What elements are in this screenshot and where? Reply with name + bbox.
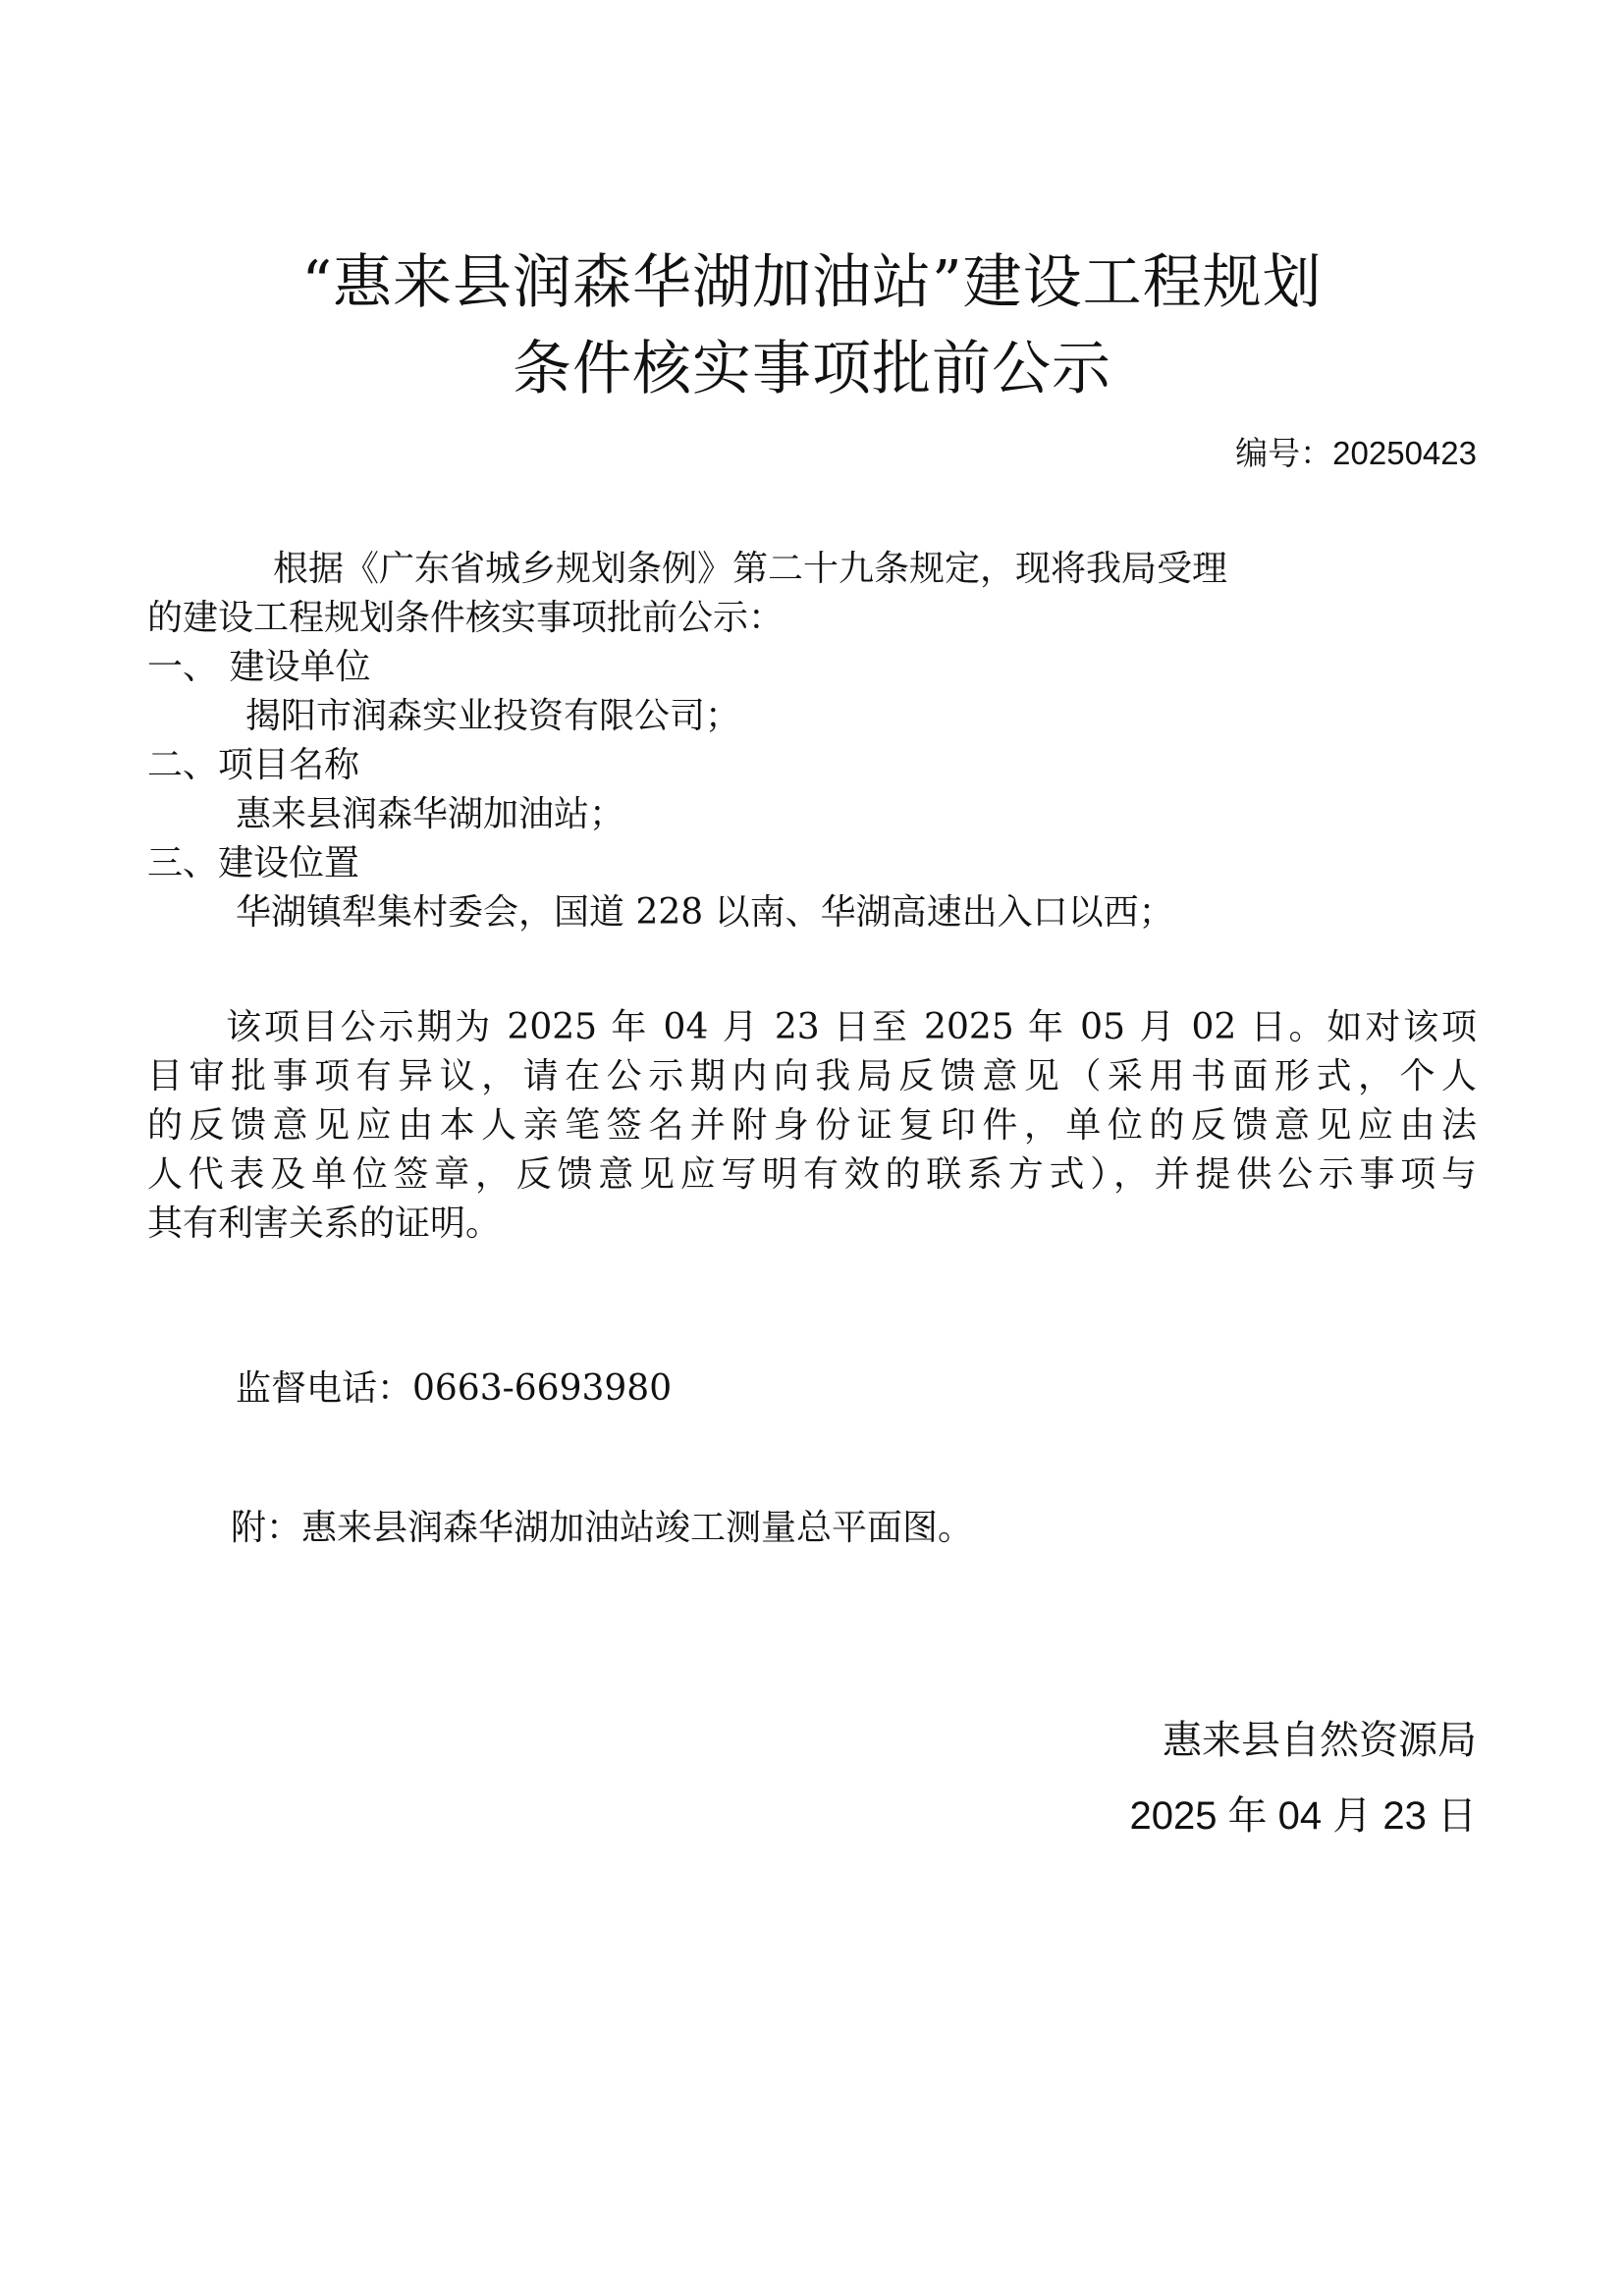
section-heading-project-name: 二、项目名称 [147,745,360,785]
section-heading-location: 三、建设位置 [147,843,360,883]
notice-line: 的反馈意见应由本人亲笔签名并附身份证复印件，单位的反馈意见应由法 [147,1105,1477,1146]
attachment-note: 附：惠来县润森华湖加油站竣工测量总平面图。 [231,1508,974,1548]
notice-line: 其有利害关系的证明。 [147,1203,502,1244]
section-value-project-name: 惠来县润森华湖加油站； [236,794,625,834]
document-number: 编号：20250423 [1235,435,1477,471]
notice-line: 目审批事项有异议，请在公示期内向我局反馈意见（采用书面形式，个人 [147,1056,1477,1096]
issue-date: 2025 年 04 月 23 日 [1129,1794,1477,1838]
document-title-line-2: 条件核实事项批前公示 [513,335,1111,403]
document-title-line-1: “惠来县润森华湖加油站”建设工程规划 [301,248,1323,317]
issuing-authority: 惠来县自然资源局 [1163,1718,1477,1763]
section-value-builder: 揭阳市润森实业投资有限公司； [245,696,741,736]
notice-paragraph [147,1003,1477,1249]
intro-line-2: 的建设工程规划条件核实事项批前公示： [147,598,785,638]
notice-line: 该项目公示期为 2025 年 04 月 23 日至 2025 年 05 月 02 日。如对该项 [226,1007,1477,1047]
supervision-hotline: 监督电话：0663-6693980 [236,1368,673,1409]
notice-line: 人代表及单位签章，反馈意见应写明有效的联系方式），并提供公示事项与 [147,1154,1477,1195]
section-value-location: 华湖镇犁集村委会，国道 228 以南、华湖高速出入口以西； [236,892,1174,933]
intro-line-1: 根据《广东省城乡规划条例》第二十九条规定，现将我局受理 [273,549,1228,589]
section-heading-builder: 一、 建设单位 [147,647,371,687]
